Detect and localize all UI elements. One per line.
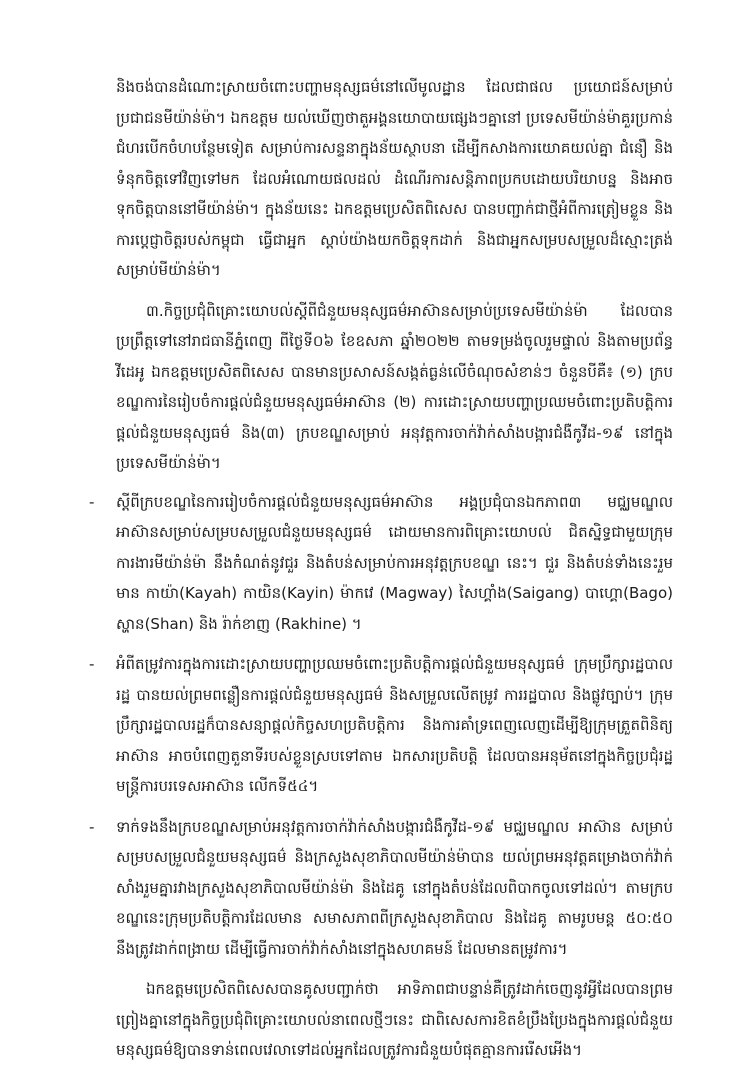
bullet-text: ទាក់ទងនឹងក្របខណ្ឌសម្រាប់អនុវត្តការចាក់វ៉ាក់សាំងបង្ការជំងឺកូវីដ-១៩ មជ្ឈមណ្ឌល អាស៊ាន សម្រាប់សម្របសម្រួលជំនួយមនុស្សធម៌ និងក្រសួងសុខាភិបាលមីយ៉ាន់ម៉ាបាន យល់ព្រមអនុវត្តគម្រោងចាក់វ៉ាក់សាំងរួមគ្នារវាងក្រសួងសុខាភិបាលមីយ៉ាន់ម៉ា និងដៃគូ នៅក្នុងតំបន់ដែលពិបាកចូលទៅដល់។ តាមក្របខណ្ឌនេះក្រុមប្រតិបត្តិការដែលមាន សមាសភាពពីក្រសួងសុខាភិបាល និងដៃគូ តាមរូបមន្ត ៥០:៥០ នឹងត្រូវដាក់ពង្រាយ ដើម្បីធ្វើការចាក់វ៉ាក់សាំងនៅក្នុងសហគមន៍ ដែលមានតម្រូវការ។	[116, 817, 673, 958]
paragraph-closing: ឯកឧត្តមប្រេសិតពិសេសបានគូសបញ្ជាក់ថា អាទិភាពជាបន្ទាន់គឺត្រូវដាក់ចេញនូវអ្វីដែលបានព្រមព្រៀងគ្នានៅក្នុងកិច្ចប្រជុំពិគ្រោះយោបល់នាពេលថ្មីៗនេះ ជាពិសេសការខិតខំប្រឹងប្រែងក្នុងការផ្តល់ជំនួយមនុស្សធម៌ឱ្យបានទាន់ពេលវេលាទៅដល់អ្នកដែលត្រូវការជំនួយបំផុតគ្មានការរើសអើង។	[116, 980, 673, 1059]
bullet-text: ស្តីពីក្របខណ្ឌនៃការរៀបចំការផ្តល់ជំនួយមនុស្សធម៌អាស៊ាន អង្គប្រជុំបានឯកភាព៣ មជ្ឈមណ្ឌលអាស៊ានសម្រាប់សម្របសម្រួលជំនួយមនុស្សធម៌ ដោយមានការពិគ្រោះយោបល់ ជិតស្និទ្ធជាមួយក្រុមការងារមីយ៉ាន់ម៉ា នឹងកំណត់នូវជួរ និងតំបន់សម្រាប់ការអនុវត្តក្របខណ្ឌ នេះ។ ជួរ និងតំបន់ទាំងនេះរួមមាន កាយ៉ា(Kayah) កាយិន(Kayin) ម៉ាកវេ (Magway) សៃហ្គាំង(Saigang) បាហ្គោ(Bago) ស្ហាន(Shan) និង រ៉ាក់ខាញ (Rakhine) ។	[116, 492, 673, 633]
bullet-item-framework	[89, 487, 673, 640]
document-body	[89, 72, 673, 1066]
bullet-marker: -	[89, 492, 95, 511]
bullet-marker: -	[89, 817, 95, 836]
bullet-item-challenges	[89, 649, 673, 802]
bullet-item-vaccination	[89, 812, 673, 965]
bullet-text: អំពីតម្រូវការក្នុងការដោះស្រាយបញ្ហាប្រឈមចំពោះប្រតិបត្តិការផ្តល់ជំនួយមនុស្សធម៌ ក្រុមប្រឹក្សារដ្ឋបាលរដ្ឋ បានយល់ព្រមពន្លឿនការផ្តល់ជំនួយមនុស្សធម៌ និងសម្រួលលើតម្រូវ ការរដ្ឋបាល និងផ្លូវច្បាប់។ ក្រុមប្រឹក្សារដ្ឋបាលរដ្ឋក៏បានសន្យាផ្តល់កិច្ចសហប្រតិបត្តិការ និងការគាំទ្រពេញលេញដើម្បីឱ្យក្រុមត្រួតពិនិត្យអាស៊ាន អាចបំពេញតួនាទីរបស់ខ្លួនស្របទៅតាម ឯកសារប្រតិបត្តិ ដែលបានអនុម័តនៅក្នុងកិច្ចប្រជុំរដ្ឋមន្ត្រីការបរទេសអាស៊ាន លើកទី៥៤។	[116, 655, 673, 795]
paragraph-continuation: និងចង់បានដំណោះស្រាយចំពោះបញ្ហាមនុស្សធម៌នៅលើមូលដ្ឋាន ដែលជាផល ប្រយោជន៍សម្រាប់ប្រជាជនមីយ៉ាន់ម៉ា។ ឯកឧត្តម យល់ឃើញថាតួអង្គនយោបាយផ្សេងៗគ្នានៅ ប្រទេសមីយ៉ាន់ម៉ាគួរប្រកាន់ជំហរបើកចំហបន្ថែមទៀត សម្រាប់ការសន្ទនាក្នុងន័យស្ថាបនា ដើម្បីកសាងការយោគយល់គ្នា ជំនឿ និងទំនុកចិត្តទៅវិញទៅមក ដែលអំណោយផលដល់ ដំណើរការសន្តិភាពប្រកបដោយបរិយាបន្ន និងអាចទុកចិត្តបាននៅមីយ៉ាន់ម៉ា។ ក្នុងន័យនេះ ឯកឧត្តមប្រេសិតពិសេស បានបញ្ជាក់ជាថ្មីអំពីការត្រៀមខ្លួន និងការប្តេជ្ញាចិត្តរបស់កម្ពុជា ធ្វើជាអ្នក ស្តាប់យ៉ាងយកចិត្តទុកដាក់ និងជាអ្នកសម្របសម្រួលដ៏ស្មោះត្រង់សម្រាប់មីយ៉ាន់ម៉ា។	[116, 78, 673, 279]
bullet-marker: -	[89, 655, 95, 673]
paragraph-consultation-meeting: ៣.កិច្ចប្រជុំពិគ្រោះយោបល់ស្តីពីជំនួយមនុស្សធម៌អាស៊ានសម្រាប់ប្រទេសមីយ៉ាន់ម៉ា ដែលបានប្រព្រឹត្តទៅនៅរាជធានីភ្នំពេញ ពីថ្ងៃទី០៦ ខែឧសភា ឆ្នាំ២០២២ តាមទម្រង់ចូលរួមផ្ទាល់ និងតាមប្រព័ន្ធវីដេអូ ឯកឧត្តមប្រេសិតពិសេស បានមានប្រសាសន៍សង្កត់ធ្ងន់លើចំណុចសំខាន់ៗ ចំនួនបីគឺ៖ (១) ក្របខណ្ឌការនៃរៀបចំការផ្តល់ជំនួយមនុស្សធម៌អាស៊ាន (២) ការដោះស្រាយបញ្ហាប្រឈមចំពោះប្រតិបត្តិការផ្តល់ជំនួយមនុស្សធម៌ និង(៣) ក្របខណ្ឌសម្រាប់ អនុវត្តការចាក់វ៉ាក់សាំងបង្ការជំងឺកូវីដ-១៩ នៅក្នុងប្រទេសមីយ៉ាន់ម៉ា។	[116, 301, 673, 472]
